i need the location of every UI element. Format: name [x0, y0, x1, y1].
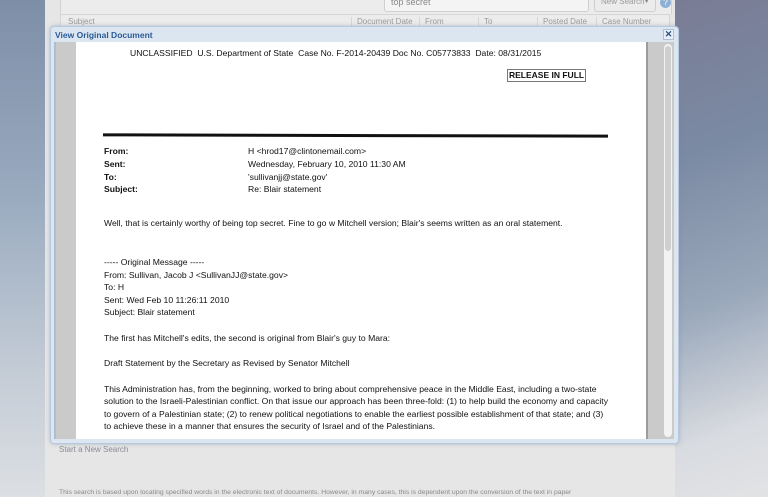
original-subject: Subject: Blair statement: [104, 307, 195, 317]
original-sent: Sent: Wed Feb 10 11:26:11 2010: [104, 295, 230, 305]
scrollbar-thumb[interactable]: [665, 46, 671, 251]
original-from: From: Sullivan, Jacob J <SullivanJJ@state.gov>: [104, 270, 289, 280]
chevron-down-icon: ▼: [643, 0, 650, 5]
to-value: 'sullivanjj@state.gov': [248, 172, 328, 182]
desktop-background: [675, 0, 768, 497]
dialog-title: View Original Document: [55, 30, 153, 40]
header-rule: [103, 133, 608, 137]
reply-body: Well, that is certainly worthy of being top secret. Fine to go w Mitchell version; Blair's seems written as an oral statement.: [104, 218, 563, 228]
view-original-document-dialog: [50, 26, 679, 444]
sent-value: Wednesday, February 10, 2010 11:30 AM: [248, 159, 406, 169]
release-stamp: RELEASE IN FULL: [509, 70, 585, 80]
new-search-button[interactable]: [594, 0, 656, 12]
to-label: To:: [104, 172, 117, 182]
search-disclaimer: This search is based upon locating specified words in the electronic text of documents. However, in many cases, this is dependent upon the conversion of the text in paper: [59, 489, 572, 496]
column-posted-date[interactable]: Posted Date: [537, 17, 587, 29]
start-new-search-link[interactable]: Start a New Search: [59, 445, 129, 454]
original-to: To: H: [104, 282, 125, 292]
vertical-scrollbar[interactable]: [664, 44, 672, 437]
column-subject[interactable]: Subject: [68, 17, 95, 26]
from-value: H <hrod17@clintonemail.com>: [248, 146, 367, 156]
column-to[interactable]: To: [478, 17, 492, 29]
new-search-label: New Search: [601, 0, 645, 6]
from-label: From:: [104, 146, 129, 156]
search-input[interactable]: top secret: [384, 0, 589, 12]
document-viewer[interactable]: [54, 42, 674, 439]
subject-value: Re: Blair statement: [248, 184, 322, 194]
classification-header: UNCLASSIFIED U.S. Department of State Case No. F-2014-20439 Doc No. C05773833 Date: 08/31/2015: [130, 48, 542, 58]
sent-label: Sent:: [104, 159, 126, 169]
question-icon[interactable]: ?: [660, 0, 671, 8]
column-from[interactable]: From: [419, 17, 444, 29]
draft-paragraph: This Administration has, from the beginning, worked to bring about comprehensive peace in the Middle East, including a two-state solution to the Israeli-Palestinian conflict. On that issue our approach has been three-fold: (1) to help build the economy and capacity to govern of a Palestinian state; (2) to renew political negotiations to enable the earliest possible establishment of that state; and (3) to achieve these in a manner that ensures the security of Israel and of the Palestinians.: [104, 384, 608, 432]
column-document-date[interactable]: Document Date: [351, 17, 413, 29]
column-case-number[interactable]: Case Number: [596, 17, 651, 29]
search-bar-row: [60, 0, 672, 14]
original-message-divider: ----- Original Message -----: [104, 257, 205, 267]
subject-label: Subject:: [104, 184, 138, 194]
draft-title: Draft Statement by the Secretary as Revised by Senator Mitchell: [104, 358, 350, 368]
close-icon[interactable]: ✕: [664, 29, 673, 39]
document-page: [76, 42, 648, 439]
intro-text: The first has Mitchell's edits, the second is original from Blair's guy to Mara:: [104, 333, 391, 343]
